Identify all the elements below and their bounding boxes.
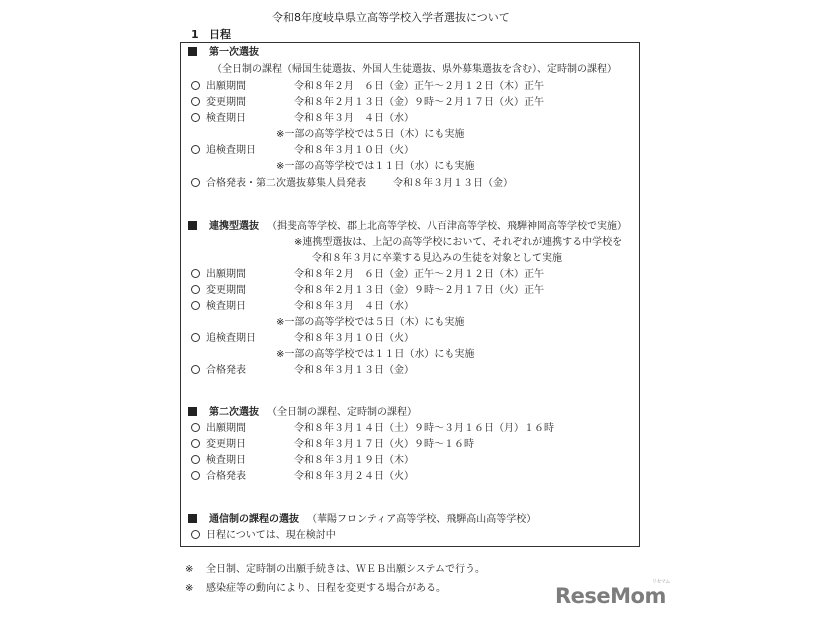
- circle-bullet-icon: [191, 301, 200, 313]
- s2-title: 連携型選抜: [209, 221, 259, 232]
- s1-note: ※一部の高等学校では１１日（水）にも実施: [276, 161, 475, 172]
- s3-item-value: 令和８年３月１９日（木）: [294, 455, 414, 466]
- s3-header: [188, 407, 197, 419]
- s1-item-label: 検査期日: [206, 113, 246, 124]
- s3-item-value: 令和８年３月１４日（土）９時～３月１６日（月）１６時: [294, 423, 554, 434]
- s1-item-value: 令和８年２月１３日（金）９時～２月１７日（火）正午: [294, 97, 544, 108]
- circle-bullet-icon: [191, 285, 200, 297]
- circle-bullet-icon: [191, 455, 200, 467]
- s2-header: [188, 221, 197, 233]
- s3-item-label: 合格発表: [206, 471, 246, 482]
- circle-bullet-icon: [191, 471, 200, 483]
- s3-title: 第二次選抜: [209, 407, 259, 418]
- s4-item: 日程については、現在検討中: [206, 530, 336, 541]
- circle-bullet-icon: [191, 365, 200, 377]
- page-title: 令和8年度岐阜県立高等学校入学者選抜について: [272, 11, 510, 24]
- circle-bullet-icon: [191, 333, 200, 345]
- resemom-logo: [555, 579, 670, 608]
- circle-bullet-icon: [191, 423, 200, 435]
- footer-mark: ※: [185, 583, 194, 594]
- s2-item-label: 合格発表: [206, 365, 246, 376]
- footer-note: 感染症等の動向により、日程を変更する場合がある。: [206, 583, 446, 594]
- s1-item-label: 変更期間: [206, 97, 246, 108]
- s1-subtitle: （全日制の課程（帰国生徒選抜、外国人生徒選抜、県外募集選抜を含む）、定時制の課程）: [212, 64, 617, 75]
- s2-item-value: 令和８年２月１３日（金）９時～２月１７日（火）正午: [294, 285, 544, 296]
- s2-item-value: 令和８年３月１０日（火）: [294, 333, 414, 344]
- circle-bullet-icon: [191, 269, 200, 281]
- s2-subtitle: （揖斐高等学校、郡上北高等学校、八百津高等学校、飛騨神岡高等学校で実施）: [267, 221, 627, 232]
- square-bullet-icon: [188, 514, 197, 523]
- s1-header: [188, 47, 197, 59]
- circle-bullet-icon: [191, 530, 200, 542]
- s2-item-value: 令和８年２月 ６日（金）正午～２月１２日（木）正午: [294, 269, 544, 280]
- s2-desc: ※連携型選抜は、上記の高等学校において、それぞれが連携する中学校を: [294, 237, 623, 248]
- circle-bullet-icon: [191, 81, 200, 93]
- s2-item-value: 令和８年３月 ４日（水）: [294, 301, 414, 312]
- circle-bullet-icon: [191, 178, 200, 190]
- s2-note: ※一部の高等学校では１１日（水）にも実施: [276, 349, 475, 360]
- s1-item-value: 令和８年３月 ４日（水）: [294, 113, 414, 124]
- s2-note: ※一部の高等学校では５日（木）にも実施: [276, 317, 465, 328]
- s2-item-label: 追検査期日: [206, 333, 256, 344]
- circle-bullet-icon: [191, 439, 200, 451]
- s2-desc: 令和８年３月に卒業する見込みの生徒を対象として実施: [312, 253, 562, 264]
- s3-subtitle: （全日制の課程、定時制の課程）: [267, 407, 417, 418]
- s1-item-label: 追検査期日: [206, 145, 256, 156]
- circle-bullet-icon: [191, 97, 200, 109]
- s1-item-value: 令和８年３月１３日（金）: [393, 178, 513, 189]
- square-bullet-icon: [188, 221, 197, 230]
- s1-item-label: 出願期間: [206, 81, 246, 92]
- s1-item-value: 令和８年２月 ６日（金）正午～２月１２日（木）正午: [294, 81, 544, 92]
- footer-mark: ※: [185, 564, 194, 575]
- s2-item-label: 出願期間: [206, 269, 246, 280]
- s3-item-value: 令和８年３月２４日（火）: [294, 471, 414, 482]
- footer-note: 全日制、定時制の出願手続きは、ＷＥＢ出願システムで行う。: [206, 564, 485, 575]
- s3-item-label: 出願期間: [206, 423, 246, 434]
- s2-item-label: 変更期間: [206, 285, 246, 296]
- s1-title: 第一次選抜: [209, 47, 259, 58]
- s1-item-value: 令和８年３月１０日（火）: [294, 145, 414, 156]
- square-bullet-icon: [188, 407, 197, 416]
- circle-bullet-icon: [191, 113, 200, 125]
- s3-item-value: 令和８年３月１７日（火）９時～１６時: [294, 439, 474, 450]
- logo-subtext: リセマム: [651, 579, 670, 585]
- section-heading: 日程: [209, 28, 231, 41]
- s3-item-label: 変更期日: [206, 439, 246, 450]
- logo-text: ReseMom: [555, 584, 666, 608]
- s4-header: [188, 514, 197, 526]
- s2-item-label: 検査期日: [206, 301, 246, 312]
- section-heading-number: 1: [191, 28, 199, 41]
- s1-item-label: 合格発表・第二次選抜募集人員発表: [206, 178, 366, 189]
- s1-note: ※一部の高等学校では５日（木）にも実施: [276, 129, 465, 140]
- s4-subtitle: （華陽フロンティア高等学校、飛騨高山高等学校）: [307, 514, 537, 525]
- square-bullet-icon: [188, 47, 197, 56]
- s2-item-value: 令和８年３月１３日（金）: [294, 365, 414, 376]
- circle-bullet-icon: [191, 145, 200, 157]
- s4-title: 通信制の課程の選抜: [209, 514, 299, 525]
- s3-item-label: 検査期日: [206, 455, 246, 466]
